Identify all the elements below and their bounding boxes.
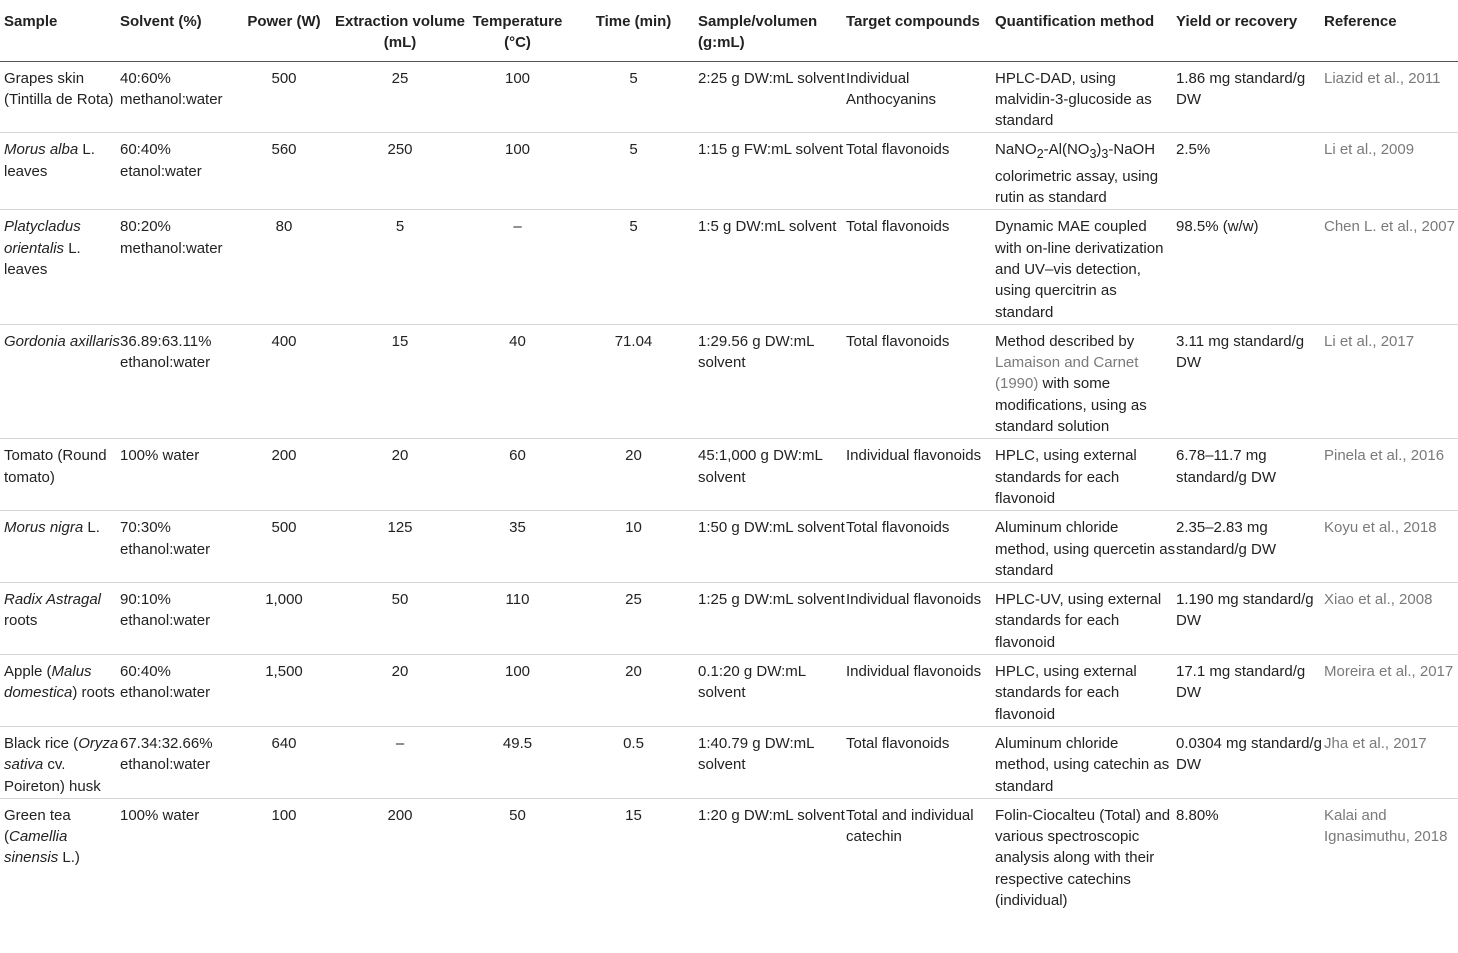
cell-reference-link[interactable]: Moreira et al., 2017 xyxy=(1324,655,1458,727)
cell-quantification: HPLC-UV, using external standards for each flavonoid xyxy=(995,583,1176,655)
cell-solvent: 100% water xyxy=(120,439,234,511)
cell-solvent: 80:20% methanol:water xyxy=(120,210,234,324)
cell-yield: 3.11 mg standard/g DW xyxy=(1176,324,1324,438)
table-row xyxy=(0,324,1458,438)
cell-temperature: 100 xyxy=(466,61,569,133)
cell-power: 560 xyxy=(234,133,334,210)
table-row xyxy=(0,133,1458,210)
cell-solvent: 36.89:63.11% ethanol:water xyxy=(120,324,234,438)
cell-ratio: 1:29.56 g DW:mL solvent xyxy=(698,324,846,438)
cell-target: Total flavonoids xyxy=(846,726,995,798)
cell-sample: Grapes skin (Tintilla de Rota) xyxy=(0,61,120,133)
cell-volume: 250 xyxy=(334,133,466,210)
col-header-extraction-volume: Extraction volume (mL) xyxy=(334,0,466,61)
cell-volume: 5 xyxy=(334,210,466,324)
cell-yield: 2.5% xyxy=(1176,133,1324,210)
cell-sample: Radix Astragal roots xyxy=(0,583,120,655)
table-row xyxy=(0,61,1458,133)
cell-volume: 25 xyxy=(334,61,466,133)
cell-reference-link[interactable]: Liazid et al., 2011 xyxy=(1324,61,1458,133)
cell-yield: 1.86 mg standard/g DW xyxy=(1176,61,1324,133)
cell-sample: Black rice (Oryza sativa cv. Poireton) husk xyxy=(0,726,120,798)
cell-power: 200 xyxy=(234,439,334,511)
cell-sample: Apple (Malus domestica) roots xyxy=(0,655,120,727)
cell-ratio: 1:25 g DW:mL solvent xyxy=(698,583,846,655)
cell-power: 100 xyxy=(271,806,297,824)
species-name: Camellia sinensis xyxy=(4,828,68,867)
cell-solvent: 90:10% ethanol:water xyxy=(120,583,234,655)
cell-quantification: Aluminum chloride method, using quercetin as standard xyxy=(995,511,1176,583)
cell-target: Individual Anthocyanins xyxy=(846,61,995,133)
cell-ratio: 1:15 g FW:mL solvent xyxy=(698,133,846,210)
cell-solvent: 100% water xyxy=(120,806,200,824)
cell-power: 500 xyxy=(234,61,334,133)
cell-temperature: 60 xyxy=(466,439,569,511)
col-header-temperature: Temperature (°C) xyxy=(466,0,569,61)
cell-ratio: 1:40.79 g DW:mL solvent xyxy=(698,726,846,798)
cell-sample: Platycladus orientalis L. leaves xyxy=(0,210,120,324)
cell-temperature: 50 xyxy=(509,806,526,824)
cell-sample: Morus nigra L. xyxy=(0,511,120,583)
cell-quantification: Dynamic MAE coupled with on-line derivatization and UV–vis detection, using quercitrin as standard xyxy=(995,210,1176,324)
cell-temperature: 49.5 xyxy=(466,726,569,798)
cell-temperature: 100 xyxy=(466,133,569,210)
cell-yield: 2.35–2.83 mg standard/g DW xyxy=(1176,511,1324,583)
cell-reference-link[interactable]: Koyu et al., 2018 xyxy=(1324,511,1458,583)
col-header-power: Power (W) xyxy=(234,0,334,61)
cell-yield: 0.0304 mg standard/g DW xyxy=(1176,726,1324,798)
cell-reference-link[interactable]: Kalai and Ignasimuthu, 2018 xyxy=(1324,806,1448,846)
cell-temperature: 110 xyxy=(466,583,569,655)
cell-quantification: HPLC, using external standards for each flavonoid xyxy=(995,655,1176,727)
cell-time: 71.04 xyxy=(569,324,698,438)
species-name: Radix Astragal xyxy=(4,591,101,609)
cell-yield: 1.190 mg standard/g DW xyxy=(1176,583,1324,655)
cell-reference-link[interactable]: Pinela et al., 2016 xyxy=(1324,439,1458,511)
cell-reference-link[interactable]: Chen L. et al., 2007 xyxy=(1324,210,1458,324)
cell-temperature: 40 xyxy=(466,324,569,438)
cell-time: 20 xyxy=(569,439,698,511)
cell-power: 640 xyxy=(234,726,334,798)
col-header-yield: Yield or recovery xyxy=(1176,0,1324,61)
cell-yield: 98.5% (w/w) xyxy=(1176,210,1324,324)
cell-sample: Green tea (Camellia sinensis L.) xyxy=(4,806,80,867)
cell-time: 25 xyxy=(569,583,698,655)
header-row xyxy=(0,0,1458,61)
cell-target: Individual flavonoids xyxy=(846,439,995,511)
cell-reference-link[interactable]: Jha et al., 2017 xyxy=(1324,726,1458,798)
table-row xyxy=(0,439,1458,511)
cell-sample xyxy=(0,324,120,438)
species-name: Oryza sativa xyxy=(4,734,119,774)
col-header-reference: Reference xyxy=(1324,0,1458,61)
cell-quantification: HPLC, using external standards for each flavonoid xyxy=(995,439,1176,511)
table-row xyxy=(0,798,1458,912)
species-name: Morus nigra xyxy=(4,519,84,537)
cell-quantification: Folin-Ciocalteu (Total) and various spectroscopic analysis along with their respective catechins (individual) xyxy=(995,806,1171,909)
cell-target: Individual flavonoids xyxy=(846,583,995,655)
cell-reference-link[interactable]: Li et al., 2017 xyxy=(1324,324,1458,438)
cell-quantification: Method described by Lamaison and Carnet (1990) with some modifications, using as standard solution xyxy=(995,324,1176,438)
cell-temperature: 35 xyxy=(466,511,569,583)
cell-volume: 50 xyxy=(334,583,466,655)
cell-power: 1,000 xyxy=(234,583,334,655)
cell-target: Total flavonoids xyxy=(846,133,995,210)
species-name: Morus alba xyxy=(4,141,79,159)
cell-power: 400 xyxy=(234,324,334,438)
col-header-solvent: Solvent (%) xyxy=(120,0,234,61)
cell-target: Individual flavonoids xyxy=(846,655,995,727)
cell-yield: 17.1 mg standard/g DW xyxy=(1176,655,1324,727)
col-header-sample: Sample xyxy=(0,0,120,61)
cell-temperature: 100 xyxy=(466,655,569,727)
table-row xyxy=(0,726,1458,798)
cell-time: 5 xyxy=(569,61,698,133)
cell-ratio: 0.1:20 g DW:mL solvent xyxy=(698,655,846,727)
col-header-quantification: Quantification method xyxy=(995,0,1176,61)
species-name: Gordonia axillaris xyxy=(4,332,120,350)
col-header-sample-volumen: Sample/volumen (g:mL) xyxy=(698,0,846,61)
cell-ratio: 45:1,000 g DW:mL solvent xyxy=(698,439,846,511)
cell-target: Total flavonoids xyxy=(846,511,995,583)
table-row xyxy=(0,210,1458,324)
cell-volume: – xyxy=(334,726,466,798)
species-name: Platycladus orientalis xyxy=(4,218,81,257)
citation-link[interactable]: Lamaison and Carnet (1990) xyxy=(995,354,1139,393)
cell-quantification: HPLC-DAD, using malvidin-3-glucoside as standard xyxy=(995,61,1176,133)
cell-power: 80 xyxy=(234,210,334,324)
cell-ratio: 2:25 g DW:mL solvent xyxy=(698,61,846,133)
cell-volume: 20 xyxy=(334,655,466,727)
cell-ratio: 1:5 g DW:mL solvent xyxy=(698,210,846,324)
cell-solvent: 67.34:32.66% ethanol:water xyxy=(120,726,234,798)
cell-volume: 200 xyxy=(387,806,413,824)
cell-power: 1,500 xyxy=(234,655,334,727)
cell-ratio: 1:50 g DW:mL solvent xyxy=(698,511,846,583)
cell-volume: 20 xyxy=(334,439,466,511)
cell-temperature: – xyxy=(466,210,569,324)
cell-ratio: 1:20 g DW:mL solvent xyxy=(698,806,845,824)
cell-time: 5 xyxy=(569,210,698,324)
species-name: Malus domestica xyxy=(4,663,92,702)
table-row xyxy=(0,655,1458,727)
cell-solvent: 60:40% ethanol:water xyxy=(120,655,234,727)
cell-volume: 125 xyxy=(334,511,466,583)
cell-sample: Morus alba L. leaves xyxy=(0,133,120,210)
cell-target: Total and individual catechin xyxy=(846,806,974,846)
cell-time: 10 xyxy=(569,511,698,583)
cell-time: 0.5 xyxy=(569,726,698,798)
cell-target: Total flavonoids xyxy=(846,324,995,438)
cell-solvent: 60:40% etanol:water xyxy=(120,133,234,210)
cell-time: 15 xyxy=(625,806,642,824)
cell-reference-link[interactable]: Xiao et al., 2008 xyxy=(1324,583,1458,655)
cell-quantification: $NaNO_2-Al(NO_3)_3$-NaOH colorimetric assay, using rutin as standard xyxy=(995,133,1176,210)
cell-volume: 15 xyxy=(334,324,466,438)
cell-yield: 6.78–11.7 mg standard/g DW xyxy=(1176,439,1324,511)
cell-time: 5 xyxy=(569,133,698,210)
table-row xyxy=(0,511,1458,583)
cell-reference-link[interactable]: Li et al., 2009 xyxy=(1324,133,1458,210)
col-header-time: Time (min) xyxy=(569,0,698,61)
cell-time: 20 xyxy=(569,655,698,727)
cell-target: Total flavonoids xyxy=(846,210,995,324)
cell-power: 500 xyxy=(234,511,334,583)
cell-yield: 8.80% xyxy=(1176,806,1219,824)
cell-solvent: 70:30% ethanol:water xyxy=(120,511,234,583)
col-header-target: Target compounds xyxy=(846,0,995,61)
cell-quantification: Aluminum chloride method, using catechin as standard xyxy=(995,726,1176,798)
cell-sample: Tomato (Round tomato) xyxy=(0,439,120,511)
table-row xyxy=(0,583,1458,655)
cell-solvent: 40:60% methanol:water xyxy=(120,61,234,133)
